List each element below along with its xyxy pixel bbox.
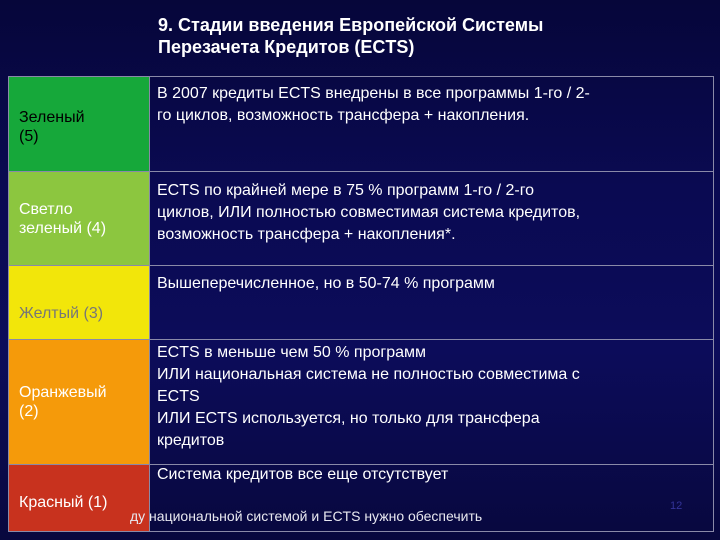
stage-label-text: Зеленый (5) — [19, 109, 85, 145]
table-row-yellow — [9, 266, 713, 339]
description-line: кредитов — [157, 432, 225, 449]
stage-description-red — [157, 464, 709, 486]
description-line: ИЛИ ECTS используется, но только для трансфера — [157, 410, 540, 427]
stage-description-green — [157, 83, 709, 127]
footer-note: ду национальной системой и ECTS нужно обеспечить — [130, 508, 483, 524]
stage-label-light-green — [9, 172, 149, 265]
column-divider — [149, 77, 150, 531]
stage-description-orange — [157, 342, 709, 452]
description-line: В 2007 кредиты ECTS внедрены в все программы 1-го / 2- — [157, 85, 590, 102]
stage-description-yellow — [157, 273, 709, 295]
stage-description-light-green — [157, 180, 709, 246]
table-row-orange — [9, 340, 713, 464]
stage-label-text: Красный (1) — [19, 493, 108, 511]
page-number: 12 — [670, 500, 683, 512]
table-row-green — [9, 77, 713, 171]
description-line: ECTS — [157, 388, 200, 405]
stage-label-text: Светло зеленый (4) — [19, 200, 107, 237]
table-row-light-green — [9, 172, 713, 265]
description-line: го циклов, возможность трансфера + накопления. — [157, 107, 530, 124]
slide-title-line-1: 9. Стадии введения Европейской Системы — [158, 15, 544, 35]
description-line: ECTS по крайней мере в 75 % программ 1-го / 2-го — [157, 182, 535, 199]
slide-title-line-2: Перезачета Кредитов (ECTS) — [158, 37, 415, 57]
stage-label-green — [9, 77, 149, 171]
description-line: ИЛИ национальная система не полностью совместима с — [157, 366, 580, 383]
description-line: циклов, ИЛИ полностью совместимая система кредитов, — [157, 204, 581, 221]
description-line: Вышеперечисленное, но в 50-74 % программ — [157, 275, 495, 292]
stage-label-orange — [9, 340, 149, 464]
description-line: ECTS в меньше чем 50 % программ — [157, 344, 426, 361]
description-line: Система кредитов все еще отсутствует — [157, 466, 449, 483]
stage-label-yellow — [9, 266, 149, 339]
stage-label-red — [9, 465, 149, 531]
stage-label-text: Желтый (3) — [19, 305, 104, 322]
ects-stages-table — [8, 76, 714, 532]
stage-label-text: Оранжевый (2) — [19, 384, 107, 420]
slide-title — [158, 14, 678, 58]
description-line: возможность трансфера + накопления*. — [157, 226, 456, 243]
